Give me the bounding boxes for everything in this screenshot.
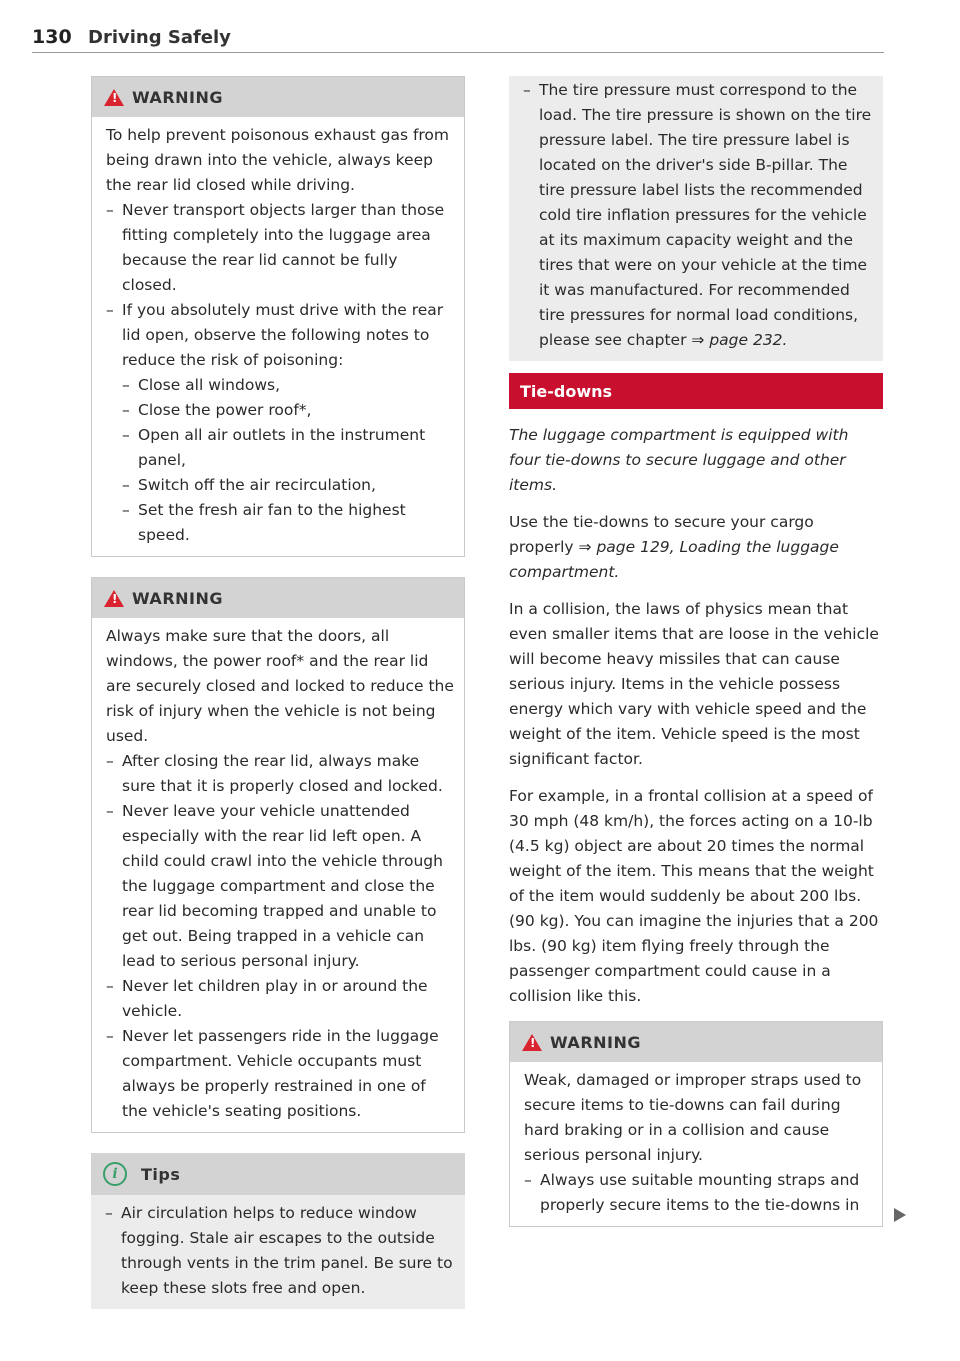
list-item: – Switch off the air recirculation, xyxy=(122,473,454,498)
intro-paragraph: The luggage compartment is equipped with four tie-downs to secure luggage and other items. xyxy=(509,426,849,494)
tips-box xyxy=(91,1153,465,1309)
warning-header xyxy=(510,1022,882,1062)
tips-header xyxy=(91,1153,465,1195)
list-item: – Air circulation helps to reduce window fogging. Stale air escapes to the outside through vents in the trim panel. Be sure to keep these slots free and open. xyxy=(105,1201,455,1301)
warning-header xyxy=(92,77,464,117)
paragraph-text: Use the tie-downs to secure your cargo properly xyxy=(509,513,814,556)
list-item: – After closing the rear lid, always make sure that it is properly closed and locked. xyxy=(106,749,454,799)
warning-list xyxy=(106,749,454,1124)
warning-list xyxy=(106,198,454,373)
page-number: 130 xyxy=(32,26,72,48)
list-item: – Never let children play in or around the vehicle. xyxy=(106,974,454,1024)
list-item: – Close all windows, xyxy=(122,373,454,398)
list-item: – If you absolutely must drive with the rear lid open, observe the following notes to reduce the risk of poisoning: xyxy=(106,298,454,373)
page-header xyxy=(32,22,884,53)
list-item: – Open all air outlets in the instrument panel, xyxy=(122,423,454,473)
info-icon: i xyxy=(103,1162,127,1186)
warning-triangle-icon xyxy=(522,1034,542,1051)
continued-arrow-icon xyxy=(894,1208,906,1222)
warning-intro: Always make sure that the doors, all windows, the power roof* and the rear lid are securely closed and locked to reduce the risk of injury when the vehicle is not being used. xyxy=(106,627,454,745)
warning-triangle-icon xyxy=(104,89,124,106)
section-heading-tie-downs: Tie-downs xyxy=(509,373,883,409)
warning-intro: To help prevent poisonous exhaust gas from being drawn into the vehicle, always keep the rear lid closed while driving. xyxy=(106,126,450,194)
warning-box-straps xyxy=(509,1021,883,1227)
warning-intro: Weak, damaged or improper straps used to secure items to tie-downs can fail during hard braking or in a collision and cause serious personal injury. xyxy=(524,1071,862,1164)
left-column xyxy=(91,76,465,1329)
paragraph: For example, in a frontal collision at a speed of 30 mph (48 km/h), the forces acting on a 10-lb (4.5 kg) object are about 20 times the normal weight of the item. This means that the weight of the item would suddenly be about 200 lbs. (90 kg). You can imagine the injuries that a 200 lbs. (90 kg) item flying freely through the passenger compartment could cause in a collision like this. xyxy=(509,787,879,1005)
paragraph xyxy=(509,510,883,585)
list-item: – Set the fresh air fan to the highest speed. xyxy=(122,498,454,548)
warning-title: WARNING xyxy=(550,1032,641,1052)
continued-text: The tire pressure must correspond to the load. The tire pressure is shown on the tire pressure label. The tire pressure label is located on the driver's side B-pillar. The tire pressure label lists the recommended cold tire inflation pressures for the vehicle at its maximum capacity weight and the tires that were on your vehicle at the time it was manufactured. For recommended tire pressures for normal load conditions, please see chapter xyxy=(539,81,872,349)
list-item: – Never leave your vehicle unattended especially with the rear lid left open. A child could crawl into the vehicle through the luggage compartment and close the rear lid becoming trapped and unable to get out. Being trapped in a vehicle can lead to serious personal injury. xyxy=(106,799,454,974)
tips-title: Tips xyxy=(141,1164,181,1184)
warning-sublist xyxy=(122,373,454,548)
warning-title: WARNING xyxy=(132,87,223,107)
warning-title: WARNING xyxy=(132,588,223,608)
list-item: – Close the power roof*, xyxy=(122,398,454,423)
page-reference-link[interactable]: ⇒ page 232. xyxy=(691,331,788,349)
tips-list xyxy=(105,1201,455,1301)
right-column xyxy=(509,76,883,1247)
page-reference-link[interactable]: ⇒ page 129, Loading the luggage compartment. xyxy=(509,538,839,581)
paragraph: In a collision, the laws of physics mean that even smaller items that are loose in the vehicle will become heavy missiles that can cause serious injury. Items in the vehicle possess energy which vary with vehicle speed and the weight of the item. Vehicle speed is the most significant factor. xyxy=(509,600,879,768)
list-item xyxy=(523,78,873,353)
section-title: Driving Safely xyxy=(88,27,231,48)
continued-list xyxy=(523,78,873,353)
list-item: – Never transport objects larger than those fitting completely into the luggage area because the rear lid cannot be fully closed. xyxy=(106,198,454,298)
warning-box-security xyxy=(91,577,465,1133)
warning-header xyxy=(92,578,464,618)
list-item: – Never let passengers ride in the luggage compartment. Vehicle occupants must always be properly restrained in one of the vehicle's seating positions. xyxy=(106,1024,454,1124)
continued-warning-box xyxy=(509,76,883,361)
warning-list xyxy=(524,1168,872,1218)
warning-triangle-icon xyxy=(104,590,124,607)
warning-box-exhaust xyxy=(91,76,465,557)
list-item: – Always use suitable mounting straps and properly secure items to the tie-downs in xyxy=(524,1168,872,1218)
